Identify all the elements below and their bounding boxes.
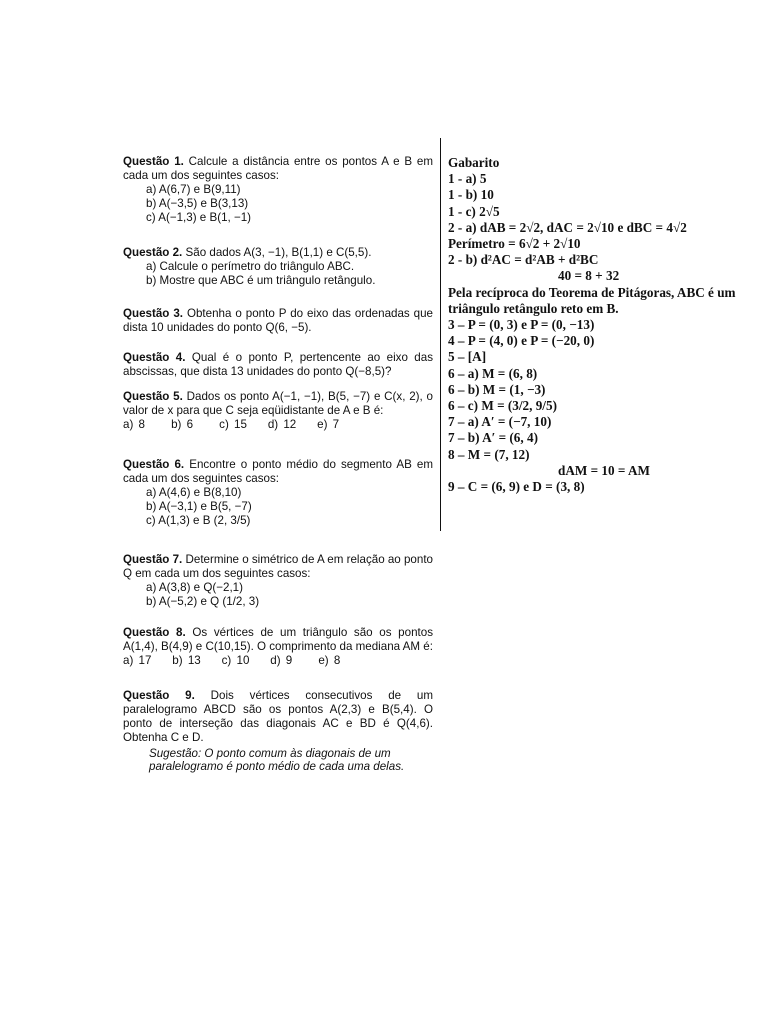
question-1-item-a: a) A(6,7) e B(9,11): [146, 183, 241, 196]
answer-line: 9 – C = (6, 9) e D = (3, 8): [448, 479, 585, 495]
answer-line: Pela recíproca do Teorema de Pitágoras, ABC é um triângulo retângulo reto em B.: [448, 284, 736, 316]
answer-line: dAM = 10 = AM: [558, 462, 650, 478]
question-9-label: Questão 9.: [123, 689, 195, 702]
question-6-item-c: c) A(1,3) e B (2, 3/5): [146, 514, 251, 527]
question-8-options: a) 17 b) 13 c) 10 d) 9 e) 8: [123, 654, 341, 667]
column-divider: [440, 138, 441, 531]
question-4-label: Questão 4.: [123, 351, 186, 364]
answer-line: 1 - c) 2√5: [448, 203, 500, 219]
question-4: [123, 351, 433, 379]
question-6-item-a: a) A(4,6) e B(8,10): [146, 486, 242, 499]
question-5-options: a) 8 b) 6 c) 15 d) 12 e) 7: [123, 418, 340, 431]
question-8: [123, 626, 433, 668]
question-5: [123, 390, 433, 432]
answer-line: 4 – P = (4, 0) e P = (−20, 0): [448, 333, 595, 349]
question-3: [123, 307, 433, 335]
question-6: [123, 458, 433, 528]
question-9-hint: Sugestão: O ponto comum às diagonais de um paralelogramo é ponto médio de cada uma delas.: [149, 747, 405, 773]
question-3-text: Obtenha o ponto P do eixo das ordenadas que dista 10 unidades do ponto Q(6, −5).: [123, 307, 433, 334]
question-8-text: Os vértices de um triângulo são os pontos A(1,4), B(4,9) e C(10,15). O comprimento da mediana AM é:: [123, 626, 433, 653]
question-1-item-b: b) A(−3,5) e B(3,13): [146, 197, 249, 210]
question-1-label: Questão 1.: [123, 155, 184, 168]
question-6-text: Encontre o ponto médio do segmento AB em cada um dos seguintes casos:: [123, 458, 433, 485]
question-2-item-a: a) Calcule o perímetro do triângulo ABC.: [146, 260, 355, 273]
question-5-label: Questão 5.: [123, 390, 183, 403]
answer-line: 8 – M = (7, 12): [448, 446, 530, 462]
answer-line: 40 = 8 + 32: [558, 268, 620, 284]
answer-line: 2 - b) d²AC = d²AB + d²BC: [448, 252, 599, 268]
question-1: [123, 155, 433, 225]
answer-line: 2 - a) dAB = 2√2, dAC = 2√10 e dBC = 4√2: [448, 219, 687, 235]
question-1-item-c: c) A(−1,3) e B(1, −1): [146, 211, 252, 224]
question-2-text: São dados A(3, −1), B(1,1) e C(5,5).: [185, 246, 372, 259]
question-5-text: Dados os ponto A(−1, −1), B(5, −7) e C(x, 2), o valor de x para que C seja eqüidistante de A e B é:: [123, 390, 433, 417]
answer-line: 1 - b) 10: [448, 187, 494, 203]
answer-line: 7 – b) A′ = (6, 4): [448, 430, 538, 446]
answer-line: 7 – a) A′ = (−7, 10): [448, 414, 552, 430]
question-3-label: Questão 3.: [123, 307, 184, 320]
answer-line: 5 – [A]: [448, 349, 487, 365]
question-7-item-a: a) A(3,8) e Q(−2,1): [146, 581, 243, 594]
question-6-label: Questão 6.: [123, 458, 185, 471]
answer-line: 6 – c) M = (3/2, 9/5): [448, 398, 557, 414]
question-7-item-b: b) A(−5,2) e Q (1/2, 3): [146, 595, 260, 608]
question-7-text: Determine o simétrico de A em relação ao ponto Q em cada um dos seguintes casos:: [123, 553, 433, 580]
answer-line: 6 – b) M = (1, −3): [448, 381, 546, 397]
question-4-text: Qual é o ponto P, pertencente ao eixo das abscissas, que dista 13 unidades do ponto Q(−8,5)?: [123, 351, 433, 378]
question-7: [123, 553, 433, 609]
question-1-text: Calcule a distância entre os pontos A e B em cada um dos seguintes casos:: [123, 155, 433, 182]
question-6-item-b: b) A(−3,1) e B(5, −7): [146, 500, 252, 513]
answer-line: 1 - a) 5: [448, 171, 487, 187]
question-2-item-b: b) Mostre que ABC é um triângulo retângulo.: [146, 274, 376, 287]
question-9-text: Dois vértices consecutivos de um paralelogramo ABCD são os pontos A(2,3) e B(5,4). O ponto de interseção das diagonais AC e BD é Q(4,6). Obtenha C e D.: [123, 689, 433, 744]
answer-key-title: Gabarito: [448, 155, 500, 170]
question-8-label: Questão 8.: [123, 626, 186, 639]
answer-line: Perímetro = 6√2 + 2√10: [448, 236, 581, 252]
question-7-label: Questão 7.: [123, 553, 183, 566]
question-9: [123, 689, 433, 773]
question-2-label: Questão 2.: [123, 246, 183, 259]
question-2: [123, 246, 433, 288]
answer-line: 3 – P = (0, 3) e P = (0, −13): [448, 317, 595, 333]
answer-line: 6 – a) M = (6, 8): [448, 365, 538, 381]
answer-key: [448, 155, 748, 495]
